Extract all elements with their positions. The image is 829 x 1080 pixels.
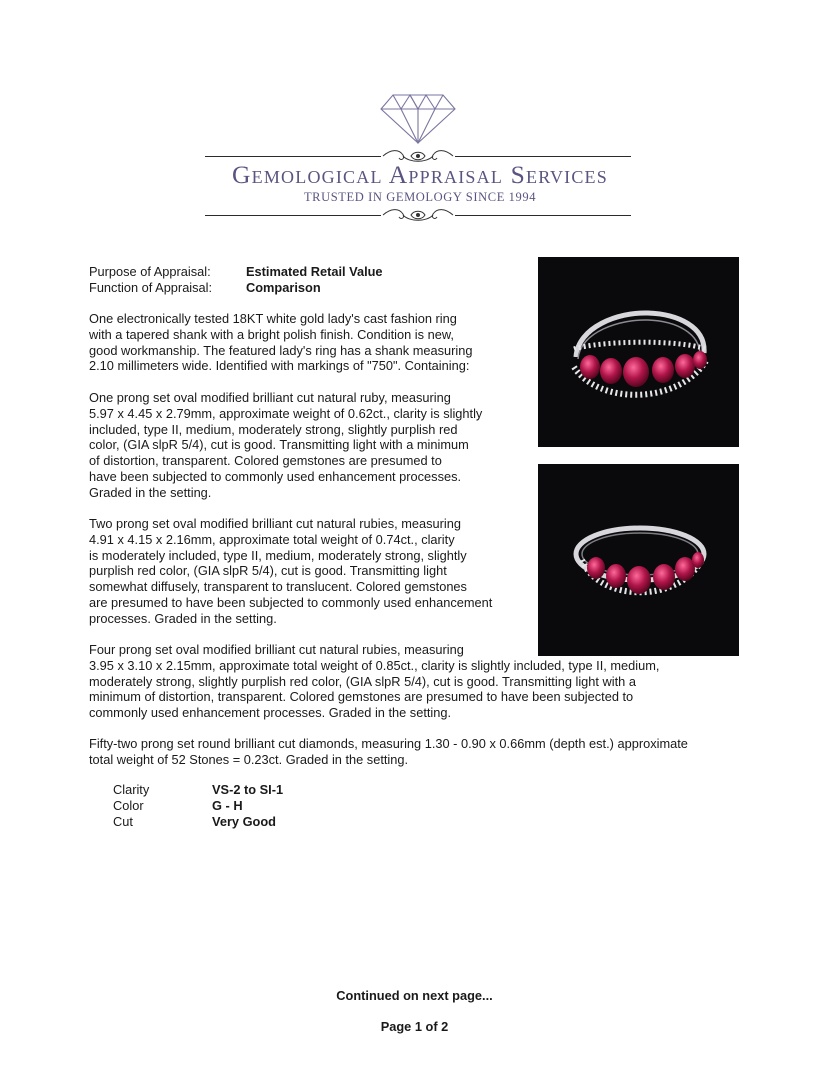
text-line: is moderately included, type II, medium, moderately strong, slightly <box>89 547 467 563</box>
ruby-center-paragraph <box>89 390 482 501</box>
text-line: One prong set oval modified brilliant cut natural ruby, measuring <box>89 390 451 405</box>
ring-image <box>538 464 739 656</box>
text-line: of distortion, transparent. Colored gemstones are presumed to <box>89 453 442 469</box>
diamond-logo-icon <box>379 93 457 145</box>
text-line: color, (GIA slpR 5/4), cut is good. Transmitting light with a minimum <box>89 437 469 453</box>
clarity-label: Clarity <box>113 782 150 797</box>
ring-image <box>538 257 739 447</box>
text-line: good workmanship. The featured lady's ring has a shank measuring <box>89 342 473 358</box>
purpose-value: Estimated Retail Value <box>246 264 383 279</box>
text-line: included, type II, medium, moderately strong, slightly purplish red <box>89 421 458 437</box>
ruby-pair-paragraph <box>89 516 492 627</box>
intro-paragraph <box>89 311 473 374</box>
header-bottom-rule-left <box>205 215 381 216</box>
text-line: have been subjected to commonly used enhancement processes. <box>89 468 462 484</box>
color-label: Color <box>113 798 144 813</box>
text-line: moderately strong, slightly purplish red color, (GIA slpR 5/4), cut is good. Transmitting light with a <box>89 673 636 689</box>
text-line: 5.97 x 4.45 x 2.79mm, approximate weight of 0.62ct., clarity is slightly <box>89 405 483 421</box>
header-top-rule-left <box>205 156 381 157</box>
header-bottom-rule-right <box>455 215 631 216</box>
purpose-label: Purpose of Appraisal: <box>89 264 211 279</box>
text-line: 2.10 millimeters wide. Identified with markings of "750". Containing: <box>89 358 470 374</box>
org-tagline: TRUSTED IN GEMOLOGY SINCE 1994 <box>303 190 537 204</box>
ring-photo-top <box>538 257 739 447</box>
color-value: G - H <box>212 798 243 813</box>
text-line: are presumed to have been subjected to commonly used enhancement <box>89 594 493 610</box>
function-value: Comparison <box>246 280 321 295</box>
text-line: Four prong set oval modified brilliant cut natural rubies, measuring <box>89 642 464 657</box>
text-line: commonly used enhancement processes. Graded in the setting. <box>89 705 452 721</box>
text-line: somewhat diffusely, transparent to translucent. Colored gemstones <box>89 579 467 595</box>
text-line: Fifty-two prong set round brilliant cut diamonds, measuring 1.30 - 0.90 x 0.66mm (depth est.) approximate <box>89 736 688 751</box>
diamonds-paragraph <box>89 736 688 768</box>
ring-photo-angle <box>538 464 739 656</box>
text-line: purplish red color, (GIA slpR 5/4), cut is good. Transmitting light <box>89 563 447 579</box>
text-line: total weight of 52 Stones = 0.23ct. Graded in the setting. <box>89 751 409 767</box>
ornament-flourish-icon-bottom <box>381 206 455 224</box>
text-line: 3.95 x 3.10 x 2.15mm, approximate total weight of 0.85ct., clarity is slightly included, type II, medium, <box>89 657 660 673</box>
text-line: 4.91 x 4.15 x 2.16mm, approximate total weight of 0.74ct., clarity <box>89 531 455 547</box>
text-line: Two prong set oval modified brilliant cut natural rubies, measuring <box>89 516 462 531</box>
org-name: Gemological Appraisal Services <box>232 160 608 189</box>
text-line: One electronically tested 18KT white gold lady's cast fashion ring <box>89 311 457 326</box>
text-line: minimum of distortion, transparent. Colored gemstones are presumed to have been subjected to <box>89 689 634 705</box>
continued-note: Continued on next page... <box>336 988 493 1003</box>
cut-value: Very Good <box>212 814 277 829</box>
page-number: Page 1 of 2 <box>380 1019 449 1034</box>
function-label: Function of Appraisal: <box>89 280 213 295</box>
text-line: Graded in the setting. <box>89 484 212 500</box>
cut-label: Cut <box>113 814 133 829</box>
header-top-rule-right <box>455 156 631 157</box>
clarity-value: VS-2 to SI-1 <box>212 782 284 797</box>
text-line: with a tapered shank with a bright polish finish. Condition is new, <box>89 326 454 342</box>
text-line: processes. Graded in the setting. <box>89 610 277 626</box>
